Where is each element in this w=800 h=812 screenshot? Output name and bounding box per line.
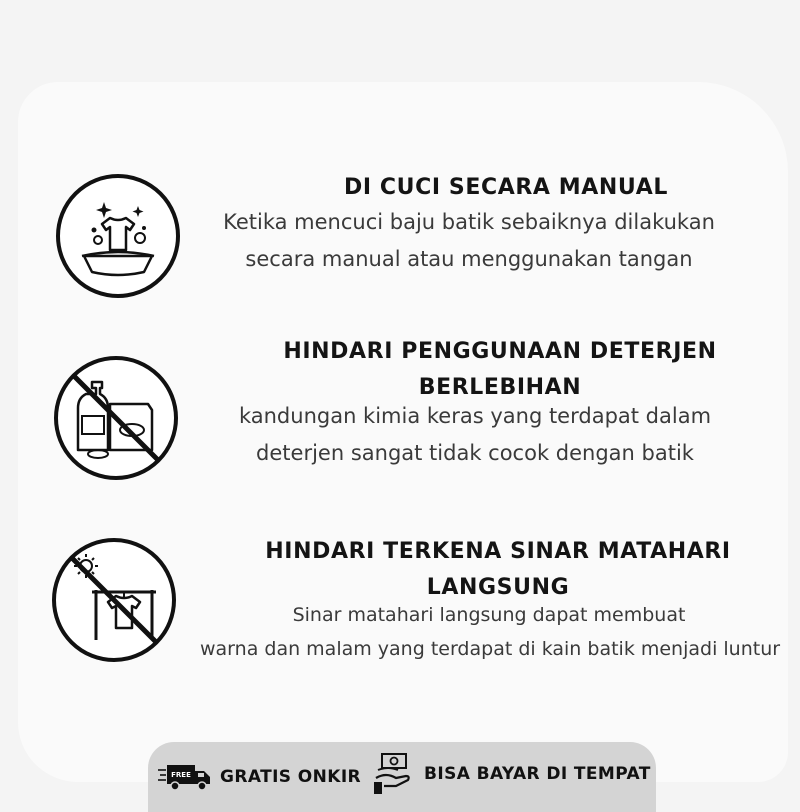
tip-description: kandungan kimia keras yang terdapat dalam deterjen sangat tidak cocok dengan batik [238, 404, 712, 465]
cash-on-delivery-hand-icon [372, 752, 414, 796]
free-shipping-label: GRATIS ONKIR [220, 767, 362, 787]
no-detergent-icon [52, 354, 180, 482]
hand-wash-basin-icon [54, 172, 182, 300]
tip-title: DI CUCI SECARA MANUAL [344, 175, 668, 200]
cod-label: BISA BAYAR DI TEMPAT [424, 764, 651, 784]
tip-description: Ketika mencuci baju batik sebaiknya dilakukan secara manual atau menggunakan tangan [223, 210, 715, 271]
free-shipping-badge [158, 762, 361, 792]
footer-bar [148, 742, 656, 812]
no-sun-drying-icon [50, 536, 178, 664]
tip-title: HINDARI TERKENA SINAR MATAHARI LANGSUNG [265, 539, 731, 600]
cod-badge [372, 752, 651, 796]
tip-title: HINDARI PENGGUNAAN DETERJEN BERLEBIHAN [283, 339, 717, 400]
free-text: FREE [171, 771, 191, 779]
tip-description: Sinar matahari langsung dapat membuat warna dan malam yang terdapat di kain batik menjadi luntur [200, 604, 781, 660]
free-shipping-truck-icon [158, 762, 212, 792]
